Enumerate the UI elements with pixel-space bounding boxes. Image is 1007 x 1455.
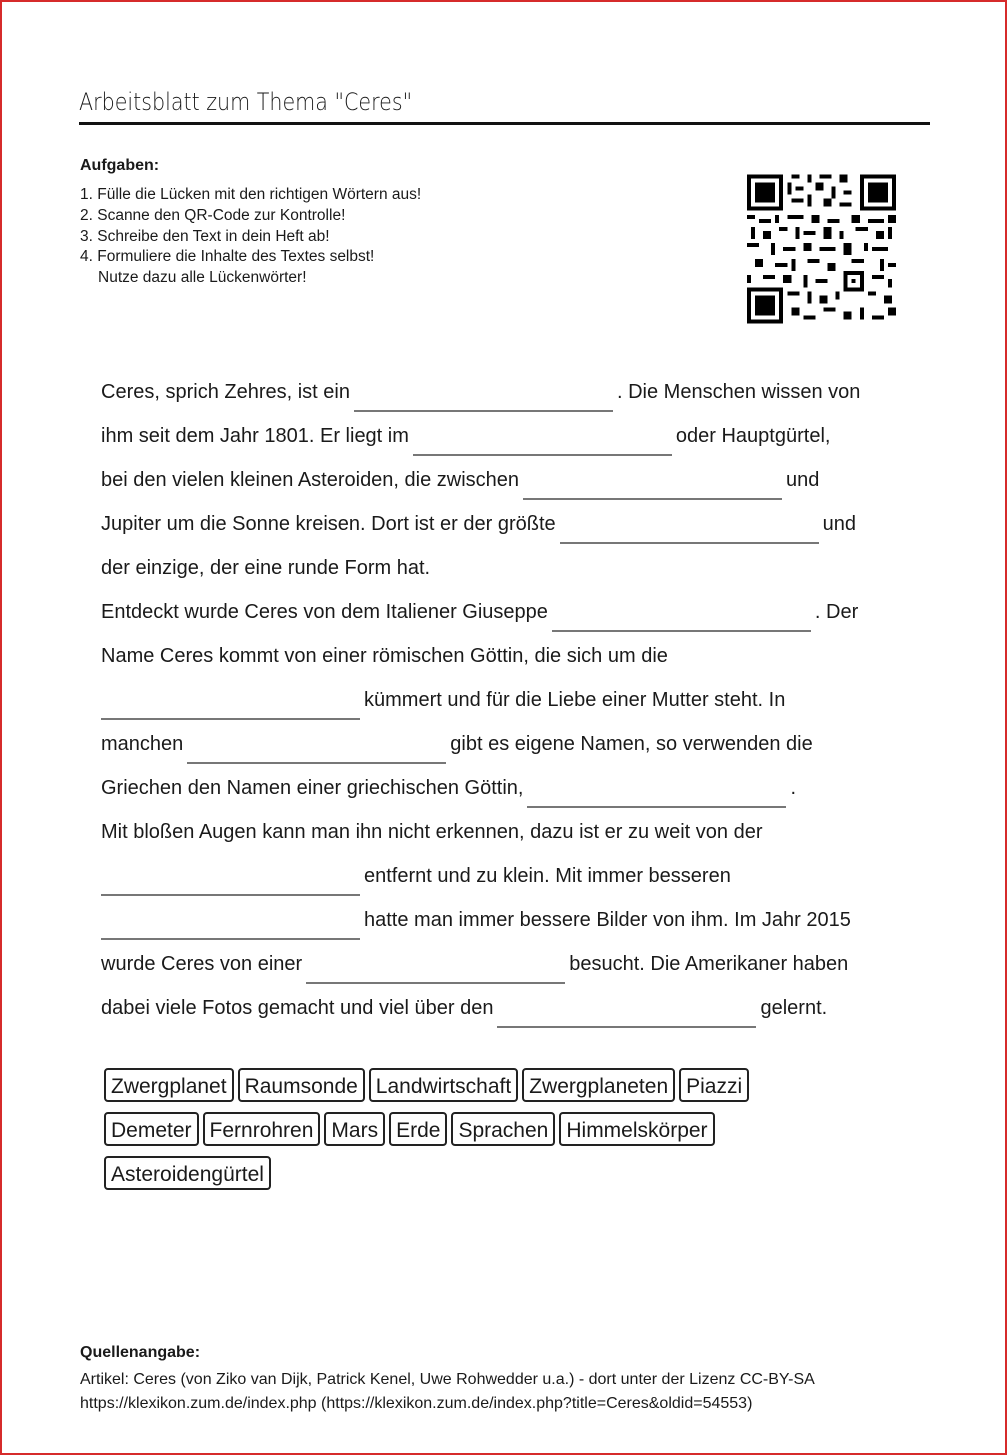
blank-field[interactable]: [101, 690, 360, 720]
blank-field[interactable]: [497, 998, 756, 1028]
text-line: Jupiter um die Sonne kreisen. Dort ist er der größte und: [101, 504, 921, 548]
text-line: Entdeckt wurde Ceres von dem Italiener Giuseppe . Der: [101, 592, 921, 636]
word-card[interactable]: Zwergplaneten: [522, 1068, 675, 1102]
text-line: Name Ceres kommt von einer römischen Göttin, die sich um die: [101, 645, 668, 667]
word-bank-row: [104, 1156, 824, 1200]
word-bank: [104, 1068, 824, 1200]
tasks-heading: Aufgaben:: [80, 157, 160, 174]
task-item: 2. Scanne den QR-Code zur Kontrolle!: [80, 206, 346, 224]
text-line: Mit bloßen Augen kann man ihn nicht erkennen, dazu ist er zu weit von der: [101, 821, 763, 843]
blank-field[interactable]: [560, 514, 819, 544]
blank-field[interactable]: [354, 382, 613, 412]
blank-field[interactable]: [413, 426, 672, 456]
word-card[interactable]: Asteroidengürtel: [104, 1156, 271, 1190]
source-link[interactable]: https://klexikon.zum.de/index.php (https://klexikon.zum.de/index.php?title=Ceres&oldid=54553): [80, 1395, 753, 1412]
text-line: der einzige, der eine runde Form hat.: [101, 557, 431, 579]
text-line: hatte man immer bessere Bilder von ihm. Im Jahr 2015: [101, 900, 921, 944]
text-line: bei den vielen kleinen Asteroiden, die zwischen und: [101, 460, 921, 504]
text-line: Ceres, sprich Zehres, ist ein . Die Menschen wissen von: [101, 372, 921, 416]
text-line: kümmert und für die Liebe einer Mutter steht. In: [101, 680, 921, 724]
word-bank-row: [104, 1068, 824, 1112]
word-card[interactable]: Himmelskörper: [559, 1112, 714, 1146]
word-card[interactable]: Fernrohren: [203, 1112, 321, 1146]
task-item: Nutze dazu alle Lückenwörter!: [98, 269, 307, 287]
word-card[interactable]: Demeter: [104, 1112, 199, 1146]
blank-field[interactable]: [523, 470, 782, 500]
text-line: manchen gibt es eigene Namen, so verwenden die: [101, 724, 921, 768]
cloze-text: [101, 372, 921, 1032]
blank-field[interactable]: [527, 778, 786, 808]
word-card[interactable]: Landwirtschaft: [369, 1068, 518, 1102]
blank-field[interactable]: [101, 866, 360, 896]
text-line: wurde Ceres von einer besucht. Die Amerikaner haben: [101, 944, 921, 988]
blank-field[interactable]: [306, 954, 565, 984]
page-title: Arbeitsblatt zum Thema "Ceres": [79, 88, 413, 116]
word-card[interactable]: Raumsonde: [238, 1068, 365, 1102]
task-list: [80, 185, 421, 289]
text-line: ihm seit dem Jahr 1801. Er liegt im oder Hauptgürtel,: [101, 416, 921, 460]
word-card[interactable]: Mars: [324, 1112, 385, 1146]
blank-field[interactable]: [552, 602, 811, 632]
blank-field[interactable]: [187, 734, 446, 764]
blank-field[interactable]: [101, 910, 360, 940]
word-card[interactable]: Zwergplanet: [104, 1068, 234, 1102]
qr-code: [747, 173, 896, 325]
text-line: entfernt und zu klein. Mit immer besseren: [101, 856, 921, 900]
task-item: 1. Fülle die Lücken mit den richtigen Wörtern aus!: [80, 186, 422, 203]
word-card[interactable]: Piazzi: [679, 1068, 749, 1102]
task-item: 4. Formuliere die Inhalte des Textes selbst!: [80, 248, 375, 266]
text-line: Griechen den Namen einer griechischen Göttin, .: [101, 768, 921, 812]
title-rule: [79, 122, 930, 125]
word-card[interactable]: Erde: [389, 1112, 447, 1146]
word-bank-row: [104, 1112, 824, 1156]
source-line: Artikel: Ceres (von Ziko van Dijk, Patrick Kenel, Uwe Rohwedder u.a.) - dort unter der Lizenz CC-BY-SA: [80, 1371, 815, 1388]
source-text: [80, 1368, 815, 1416]
source-heading: Quellenangabe:: [80, 1344, 201, 1361]
task-item: 3. Schreibe den Text in dein Heft ab!: [80, 227, 330, 245]
word-card[interactable]: Sprachen: [451, 1112, 555, 1146]
text-line: dabei viele Fotos gemacht und viel über den gelernt.: [101, 988, 921, 1032]
